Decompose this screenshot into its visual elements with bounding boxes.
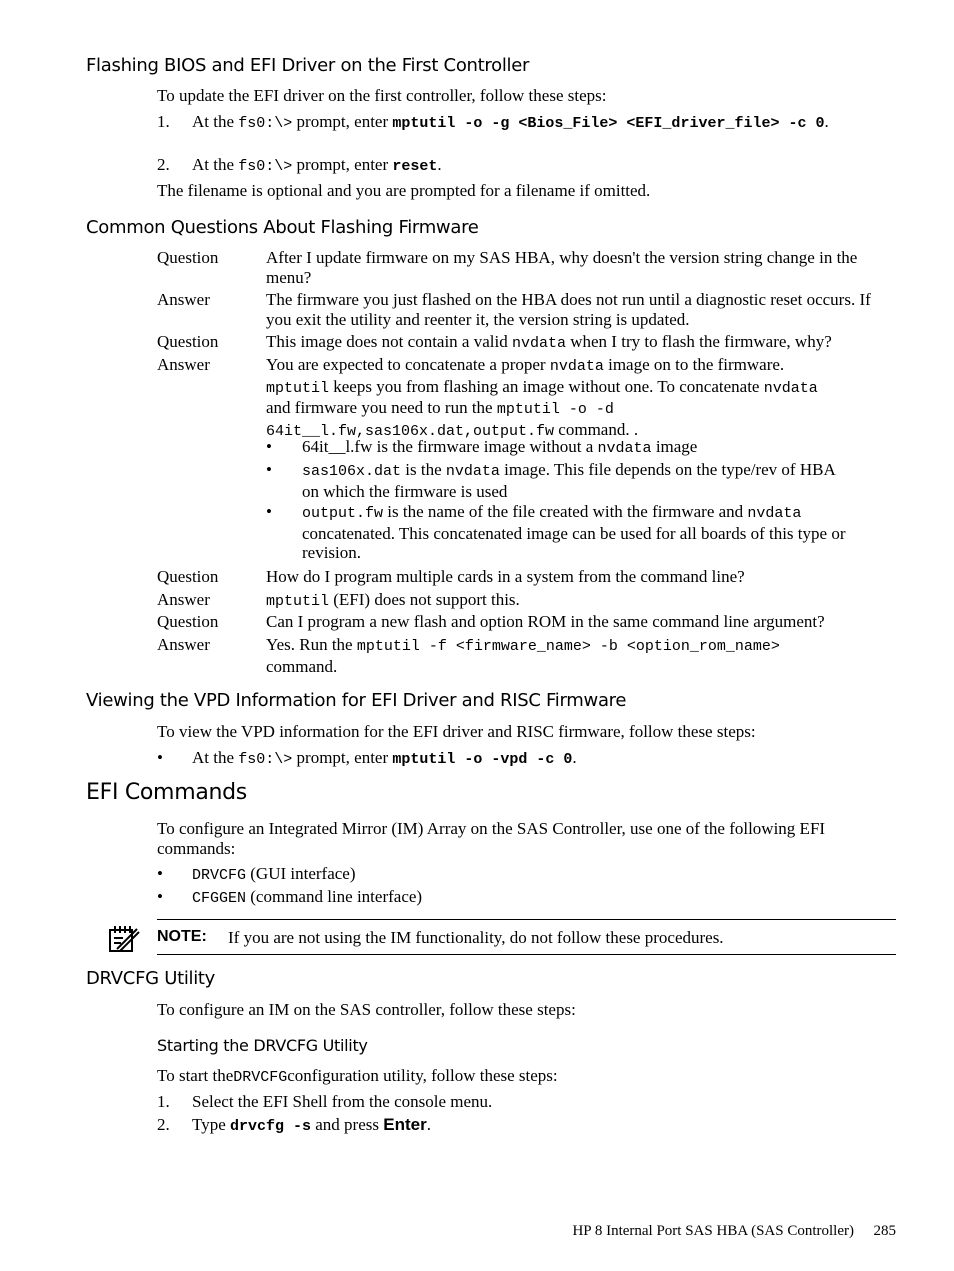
bullet-dot: • bbox=[157, 864, 163, 883]
prompt-code: fs0:\> bbox=[238, 751, 293, 768]
s5-intro: To configure an IM on the SAS controller, follow these steps: bbox=[157, 1000, 576, 1019]
command-code: drvcfg -s bbox=[230, 1118, 312, 1135]
heading-drvcfg-utility: DRVCFG Utility bbox=[86, 968, 216, 989]
qa-text: Yes. Run the mptutil -f <firmware_name> -b <option_rom_name> command. bbox=[266, 635, 780, 676]
qa-text: mptutil (EFI) does not support this. bbox=[266, 590, 520, 610]
s1-step-1 bbox=[157, 112, 897, 152]
note-pad-icon bbox=[107, 924, 141, 954]
bullet-text: CFGGEN (command line interface) bbox=[192, 887, 423, 907]
qa-text: How do I program multiple cards in a system from the command line? bbox=[266, 567, 745, 586]
bullet-text: sas106x.dat is the nvdata image. This file depends on the type/rev of HBA on which the firmware is used bbox=[302, 460, 836, 501]
qa-label: Question bbox=[157, 332, 219, 351]
step-text: At the fs0:\> prompt, enter mptutil -o -g <Bios_File> <EFI_driver_file> -c 0. bbox=[192, 112, 829, 132]
bullet-dot: • bbox=[266, 437, 272, 456]
s5-step-2 bbox=[157, 1115, 897, 1135]
qa-label: Answer bbox=[157, 290, 210, 309]
page-footer bbox=[572, 1222, 896, 1242]
note-box bbox=[157, 919, 896, 955]
step-number: 2. bbox=[157, 155, 170, 174]
s1-intro: To update the EFI driver on the first controller, follow these steps: bbox=[157, 86, 607, 105]
step-text: Select the EFI Shell from the console menu. bbox=[192, 1092, 493, 1111]
heading-flashing-bios-efi: Flashing BIOS and EFI Driver on the First Controller bbox=[86, 55, 530, 76]
bullet-text: DRVCFG (GUI interface) bbox=[192, 864, 356, 884]
bullet-dot: • bbox=[157, 748, 163, 767]
s3-intro: To view the VPD information for the EFI driver and RISC firmware, follow these steps: bbox=[157, 722, 756, 741]
footer-title: HP 8 Internal Port SAS HBA (SAS Controller) bbox=[572, 1223, 854, 1239]
qa-text: The firmware you just flashed on the HBA does not run until a diagnostic reset occurs. If you exit the utility and reenter it, the version string is updated. bbox=[266, 290, 871, 329]
command-code: reset bbox=[392, 158, 438, 175]
note-text: If you are not using the IM functionality, do not follow these procedures. bbox=[228, 928, 724, 947]
heading-viewing-vpd: Viewing the VPD Information for EFI Driver and RISC Firmware bbox=[86, 690, 627, 711]
page-number: 285 bbox=[873, 1223, 896, 1239]
note-label: NOTE: bbox=[157, 928, 207, 945]
qa-text: After I update firmware on my SAS HBA, why doesn't the version string change in the menu? bbox=[266, 248, 858, 287]
qa-label: Answer bbox=[157, 590, 210, 609]
bullet-text: 64it__l.fw is the firmware image without a nvdata image bbox=[302, 437, 698, 457]
bullet-dot: • bbox=[157, 887, 163, 906]
qa-label: Question bbox=[157, 612, 219, 631]
step-number: 1. bbox=[157, 112, 170, 131]
qa-label: Answer bbox=[157, 635, 210, 654]
s1-step-2 bbox=[157, 155, 897, 175]
s4-intro: To configure an Integrated Mirror (IM) Array on the SAS Controller, use one of the following EFI commands: bbox=[157, 819, 826, 858]
qa-label: Question bbox=[157, 248, 219, 267]
qa-label: Answer bbox=[157, 355, 210, 374]
step-text: At the fs0:\> prompt, enter reset. bbox=[192, 155, 442, 175]
qa-label: Question bbox=[157, 567, 219, 586]
bullet-dot: • bbox=[266, 460, 272, 479]
bullet-text: At the fs0:\> prompt, enter mptutil -o -vpd -c 0. bbox=[192, 748, 577, 768]
heading-common-questions: Common Questions About Flashing Firmware bbox=[86, 217, 479, 238]
qa-text: You are expected to concatenate a proper nvdata image on to the firmware. mptutil keeps you from flashing an image without one. To concatenate nvdata and firmware you need to run the mptutil -o -d 64it__l.fw,sas106x.dat,output.fw command. . bbox=[266, 355, 818, 440]
bullet-text: output.fw is the name of the file created with the firmware and nvdata concatenated. This concatenated image can be used for all boards of this type or revision. bbox=[302, 502, 846, 562]
step-number: 2. bbox=[157, 1115, 170, 1134]
heading-starting-drvcfg: Starting the DRVCFG Utility bbox=[157, 1036, 368, 1055]
prompt-code: fs0:\> bbox=[238, 115, 293, 132]
s1-outro: The filename is optional and you are prompted for a filename if omitted. bbox=[157, 181, 651, 200]
s5-sub-intro: To start theDRVCFGconfiguration utility, follow these steps: bbox=[157, 1066, 558, 1086]
qa-text: This image does not contain a valid nvdata when I try to flash the firmware, why? bbox=[266, 332, 832, 352]
step-text: Type drvcfg -s and press Enter. bbox=[192, 1115, 431, 1135]
qa-text: Can I program a new flash and option ROM in the same command line argument? bbox=[266, 612, 825, 631]
key-name: Enter bbox=[383, 1115, 427, 1134]
heading-efi-commands: EFI Commands bbox=[86, 780, 247, 805]
command-code: mptutil -o -vpd -c 0 bbox=[392, 751, 573, 768]
command-code: mptutil -o -g <Bios_File> <EFI_driver_file> -c 0 bbox=[392, 115, 825, 132]
s5-step-1 bbox=[157, 1092, 897, 1112]
step-number: 1. bbox=[157, 1092, 170, 1111]
prompt-code: fs0:\> bbox=[238, 158, 293, 175]
bullet-dot: • bbox=[266, 502, 272, 521]
